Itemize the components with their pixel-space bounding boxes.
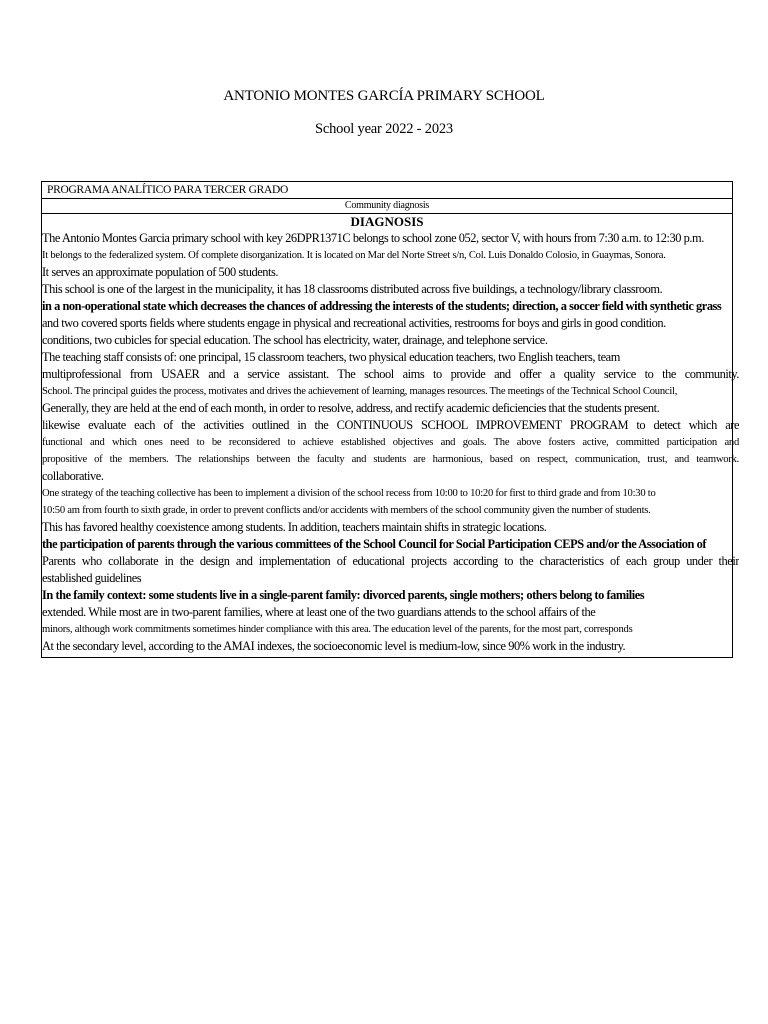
diagnosis-line: The teaching staff consists of: one principal, 15 classroom teachers, two physical education teachers, two English teachers, team [42,350,620,364]
diagnosis-line: This school is one of the largest in the municipality, it has 18 classrooms distributed across five buildings, a technology/library classroom. [42,282,663,296]
diagnosis-line: multiprofessional from USAER and a service assistant. The school aims to provide and offer a quality service to the community. [42,367,739,381]
diagnosis-line: It belongs to the federalized system. Of complete disorganization. It is located on Mar del Norte Street s/n, Col. Luis Donaldo Colosio, in Guaymas, Sonora. [42,250,666,261]
diagnosis-line: collaborative. [42,469,104,483]
diagnosis-line: established guidelines [42,571,142,585]
diagnosis-line: One strategy of the teaching collective has been to implement a division of the school recess from 10:00 to 10:20 for first to third grade and from 10:30 to [42,488,656,499]
diagnosis-line: In the family context: some students live in a single-parent family: divorced parents, single mothers; others belong to families [42,588,645,602]
diagnosis-line: 10:50 am from fourth to sixth grade, in order to prevent conflicts and/or accidents with members of the school community given the number of students. [42,505,651,516]
diagnosis-line: School. The principal guides the process, motivates and drives the achievement of learning, manages resources. The meetings of the Technical School Council, [42,386,678,397]
diagnosis-line: Parents who collaborate in the design and implementation of educational projects according to the characteristics of each group under their [42,554,739,568]
diagnosis-line: in a non-operational state which decreases the chances of addressing the interests of the students; direction, a soccer field with synthetic grass [42,299,722,313]
school-title: ANTONIO MONTES GARCÍA PRIMARY SCHOOL [223,88,545,104]
diagnosis-line: This has favored healthy coexistence among students. In addition, teachers maintain shifts in strategic locations. [42,520,547,534]
diagnosis-table [41,181,739,658]
diagnosis-line: functional and which ones need to be reconsidered to achieve established objectives and goals. The above fosters active, committed participation and [42,437,739,448]
school-year: School year 2022 - 2023 [315,121,453,137]
program-title: PROGRAMA ANALÍTICO PARA TERCER GRADO [42,182,732,199]
diagnosis-line: the participation of parents through the various committees of the School Council for Social Participation CEPS and/or the Association of [42,537,706,551]
diagnosis-line: Generally, they are held at the end of each month, in order to resolve, address, and rectify academic deficiencies that the students present. [42,401,660,415]
diagnosis-line: conditions, two cubicles for special education. The school has electricity, water, drainage, and telephone service. [42,333,548,347]
diagnosis-line: and two covered sports fields where students engage in physical and recreational activities, restrooms for boys and girls in good condition. [42,316,666,330]
diagnosis-line: At the secondary level, according to the AMAI indexes, the socioeconomic level is medium-low, since 90% work in the industry. [42,639,626,653]
diagnosis-line: extended. While most are in two-parent families, where at least one of the two guardians attends to the school affairs of the [42,605,596,619]
diagnosis-line: likewise evaluate each of the activities outlined in the CONTINUOUS SCHOOL IMPROVEMENT PROGRAM to detect which are [42,418,739,432]
community-diagnosis-label: Community diagnosis [42,199,732,214]
diagnosis-line: It serves an approximate population of 500 students. [42,265,279,279]
diagnosis-body [42,214,739,657]
diagnosis-line: propositive of the members. The relationships between the faculty and students are harmonious, based on respect, communication, trust, and teamwork. [42,454,739,465]
diagnosis-heading: DIAGNOSIS [350,214,424,229]
diagnosis-line: The Antonio Montes Garcia primary school with key 26DPR1371C belongs to school zone 052, sector V, with hours from 7:30 a.m. to 12:30 p.m. [42,231,704,245]
diagnosis-line: minors, although work commitments sometimes hinder compliance with this area. The education level of the parents, for the most part, corresponds [42,624,633,635]
